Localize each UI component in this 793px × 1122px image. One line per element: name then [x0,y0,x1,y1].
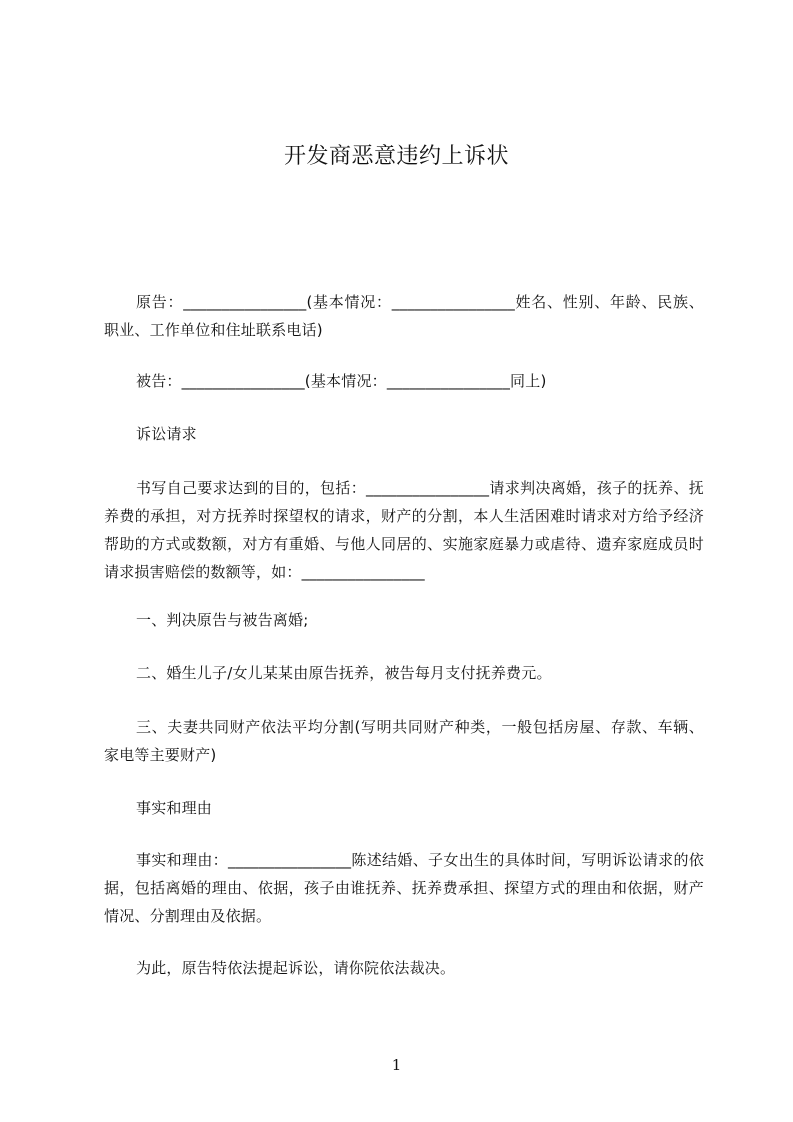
facts-heading: 事实和理由 [136,799,213,817]
facts-description: 事实和理由：________________陈述结婚、子女出生的具体时间，写明诉讼请求的依据，包括离婚的理由、依据，孩子由谁抚养、抚养费承担、探望方式的理由和依据，财产情况、分割理由及依据。 [104,851,704,925]
claims-heading: 诉讼请求 [136,425,197,443]
plaintiff-paragraph: 原告：________________(基本情况：________________姓名、性别、年龄、民族、职业、工作单位和住址联系电话) [104,293,704,339]
claims-description: 书写自己要求达到的目的，包括：________________请求判决离婚，孩子的抚养、抚养费的承担，对方抚养时探望权的请求，财产的分割，本人生活困难时请求对方给予经济帮助的方式或数额，对方有重婚、与他人同居的、实施家庭暴力或虐待、遗弃家庭成员时请求损害赔偿的数额等，如：________________ [104,479,704,581]
defendant-paragraph: 被告：________________(基本情况：________________同上) [136,372,547,390]
claim-item-2: 二、婚生儿子/女儿某某由原告抚养，被告每月支付抚养费元。 [136,664,552,682]
page-number: 1 [391,1056,402,1074]
claim-item-3: 三、夫妻共同财产依法平均分割(写明共同财产种类，一般包括房屋、存款、车辆、家电等主要财产) [104,718,704,764]
claim-item-1: 一、判决原告与被告离婚; [136,611,309,629]
document-title: 开发商恶意违约上诉状 [283,144,509,169]
closing-statement: 为此，原告特依法提起诉讼，请你院依法裁决。 [136,959,456,977]
